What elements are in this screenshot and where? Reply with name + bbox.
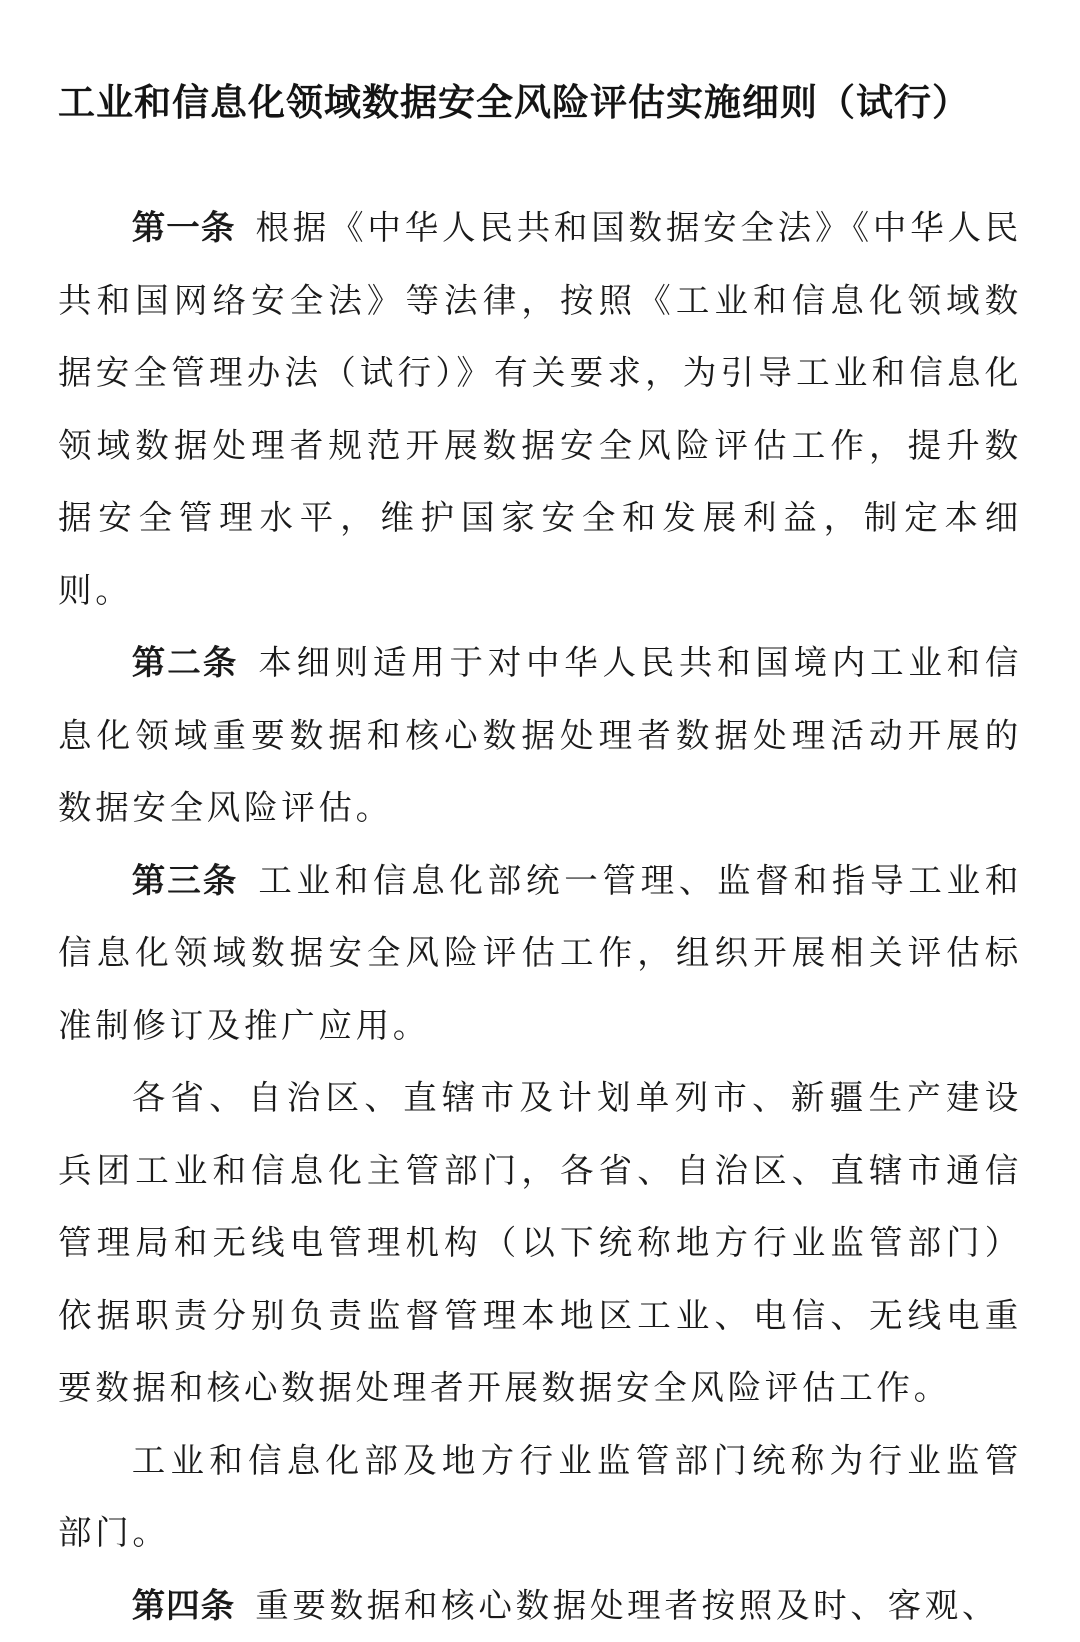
article-2-text: 本细则适用于对中华人民共和国境内工业和信息化领域重要数据和核心数据处理者数据处理活动开展的数据安全风险评估。 bbox=[58, 643, 1022, 827]
article-1-label: 第一条 bbox=[132, 208, 236, 247]
article-1-text: 根据《中华人民共和国数据安全法》《中华人民共和国网络安全法》等法律，按照《工业和信息化领域数据安全管理办法（试行）》有关要求，为引导工业和信息化领域数据处理者规范开展数据安全风险评估工作，提升数据安全管理水平，维护国家安全和发展利益，制定本细则。 bbox=[58, 208, 1022, 610]
article-3-text-3: 工业和信息化部及地方行业监管部门统称为行业监管部门。 bbox=[58, 1441, 1022, 1553]
article-4-paragraph bbox=[58, 1570, 1022, 1642]
document-title: 工业和信息化领域数据安全风险评估实施细则（试行） bbox=[58, 0, 1022, 140]
document-body bbox=[58, 192, 1022, 1642]
article-3-paragraph-2 bbox=[58, 1062, 1022, 1425]
article-2-label: 第二条 bbox=[132, 643, 239, 682]
article-3-paragraph-3 bbox=[58, 1425, 1022, 1570]
article-4-label: 第四条 bbox=[132, 1586, 236, 1625]
article-3-text: 工业和信息化部统一管理、监督和指导工业和信息化领域数据安全风险评估工作，组织开展相关评估标准制修订及推广应用。 bbox=[58, 861, 1022, 1045]
article-1-paragraph bbox=[58, 192, 1022, 627]
article-3-paragraph bbox=[58, 845, 1022, 1063]
article-2-paragraph bbox=[58, 627, 1022, 845]
article-4-text: 重要数据和核心数据处理者按照及时、客观、 bbox=[255, 1586, 999, 1625]
article-3-label: 第三条 bbox=[132, 861, 239, 900]
article-3-text-2: 各省、自治区、直辖市及计划单列市、新疆生产建设兵团工业和信息化主管部门，各省、自治区、直辖市通信管理局和无线电管理机构（以下统称地方行业监管部门）依据职责分别负责监督管理本地区工业、电信、无线电重要数据和核心数据处理者开展数据安全风险评估工作。 bbox=[58, 1078, 1022, 1407]
